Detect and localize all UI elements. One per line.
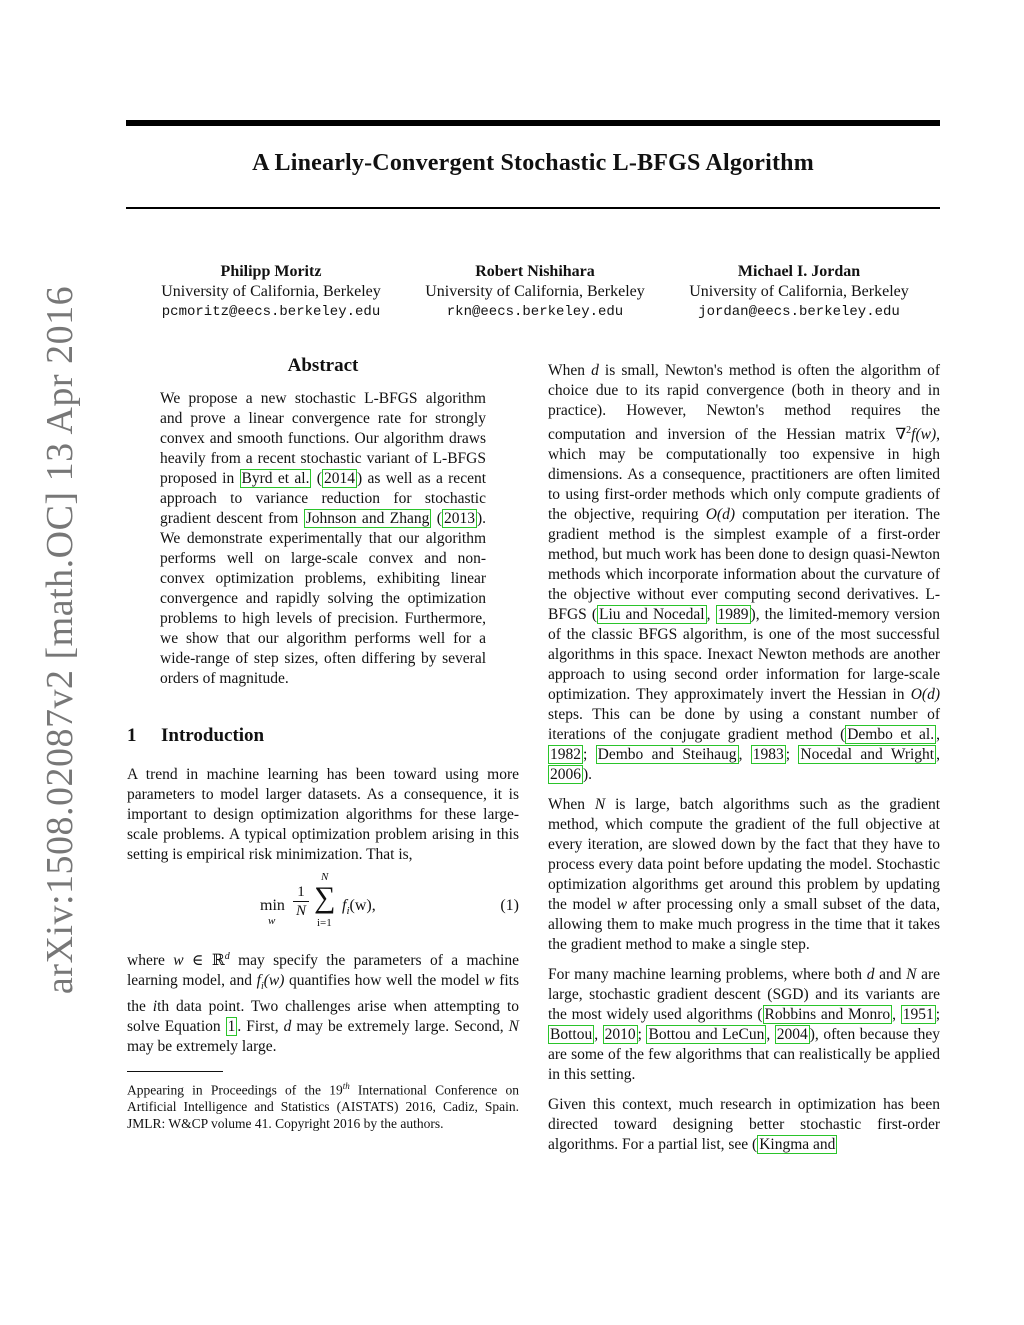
text-part: ), often because they are some of the few algorithms that can realistically be applied in this setting.	[548, 1026, 941, 1084]
author-affiliation: University of California, Berkeley	[425, 283, 645, 300]
footnote-rule	[127, 1071, 223, 1072]
citation-link[interactable]: Bottou and LeCun	[648, 1026, 765, 1044]
right-paragraph-2	[548, 795, 940, 955]
right-column	[548, 361, 940, 1155]
citation-link[interactable]: Dembo et al.	[847, 726, 935, 744]
author-email[interactable]: jordan@eecs.berkeley.edu	[698, 304, 900, 320]
math-var: i	[260, 981, 264, 993]
text-part: th data point. Two challenges arise when attempting to solve Equation	[127, 998, 519, 1036]
title-rule-top	[126, 120, 940, 126]
abstract-text: We propose a new stochastic L-BFGS algorithm and prove a linear convergence rate for strongly convex and smooth functions. Our algorithm draws heavily from a recent stochastic variant of L-BFGS proposed in Byrd et al. ( 2014 ) as well as a recent approach to variance reduction for stochastic gradient descent from Johnson and Zhang ( 2013 ). We demonstrate experimentally that our algorithm performs well on large-scale convex and non-convex optimization problems, exhibiting linear convergence and rapidly solving the optimization problems to high levels of precision. Furthermore, we show that our algorithm performs well for a wide-range of step sizes, often differing by several orders of magnitude.	[160, 390, 487, 687]
text-part: quantifies how well the model	[284, 972, 485, 990]
text-part: . First,	[237, 1018, 284, 1036]
footnote	[127, 1078, 519, 1132]
math-var: w	[484, 972, 495, 990]
citation-link[interactable]: Robbins and Monro	[764, 1006, 891, 1024]
footnote-sup: th	[342, 1081, 350, 1092]
math-var: d	[591, 362, 599, 379]
eq-min: min	[260, 897, 285, 914]
text-part: ), the limited-memory version of the classic BFGS algorithm, is one of the most successful algorithms in this space. Inexact Newton methods are another approach to using second order information for large-scale optimization. They approximately invert the Hessian in	[548, 606, 941, 704]
author-block	[140, 262, 930, 322]
eq-frac-den: N	[295, 903, 306, 919]
section-heading	[127, 725, 519, 747]
paper-title: A Linearly-Convergent Stochastic L-BFGS Algorithm	[252, 150, 814, 176]
section-title: Introduction	[161, 725, 265, 746]
math-var: f	[256, 972, 261, 990]
citation-link[interactable]: Dembo and Steihaug	[597, 746, 737, 764]
citation-year-link[interactable]: 1951	[902, 1006, 934, 1024]
math-var: O(d)	[910, 686, 940, 704]
text-part: where	[127, 952, 174, 970]
math-var: f(w)	[911, 426, 937, 444]
math-var: i	[152, 998, 158, 1016]
eq-function	[342, 897, 376, 917]
eq-function-sub: i	[346, 905, 350, 918]
citation-link[interactable]: Bottou	[550, 1026, 593, 1044]
eq-label: (1)	[500, 897, 519, 914]
citation-link[interactable]: Liu and Nocedal	[598, 606, 705, 624]
math-var: w	[616, 896, 628, 914]
citation-year-link[interactable]: 1983	[752, 746, 784, 764]
text-part: Given this context, much research in optimization has been directed toward designing better stochastic first-order algorithms. For a partial list, see (	[548, 1096, 940, 1154]
math-var: N	[508, 1018, 519, 1036]
citation-year-link[interactable]: 2004	[776, 1026, 808, 1044]
eq-frac-num: 1	[293, 883, 309, 902]
text-part: fits the	[127, 972, 520, 1016]
citation-link[interactable]: Johnson and Zhang	[305, 510, 430, 527]
citation-link[interactable]: Byrd et al.	[241, 470, 310, 487]
text-part: When	[548, 362, 592, 379]
author-2	[404, 262, 666, 322]
text-part: ).	[583, 766, 593, 784]
citation-year-link[interactable]: 2006	[550, 766, 581, 784]
abstract-text-part: We propose a new stochastic L-BFGS algorithm and prove a linear convergence rate for strongly convex and smooth functions. Our algorithm draws heavily from a recent stochastic variant of L-BFGS proposed in	[160, 390, 486, 487]
text-part: is large, batch algorithms such as the gradient method, which compute the gradient of the full objective at every iteration, are slowed down by the fact that they have to process every data point before updating the model. Stochastic optimization algorithms get around this problem by updating the model	[548, 796, 940, 914]
citation-year-link[interactable]: 2013	[443, 510, 475, 527]
right-paragraph-4	[548, 1095, 940, 1155]
right-paragraph-1: When d is small, Newton's method is often the algorithm of choice due to its rapid convergence (both in theory and in practice). However, Newton's method requires the computation and inversion of the Hessian matrix ∇$^2$f(w), which may be computationally too expensive in high dimensions. As a consequence, practitioners are often limited to using first-order methods which only compute gradients of the objective, requiring O(d) computation per iteration. The gradient method is the simplest example of a first-order method, but much work has been done to design quasi-Newton methods which incorporate information about the curvature of the objective without ever computing second derivatives. L-BFGS ( Liu and Nocedal , 1989 ), the limited-memory version of the classic BFGS algorithm, is one of the most successful algorithms in this space. Inexact Newton methods are another approach to using second order information for large-scale optimization. They approximately invert the Hessian in O(d) steps. This can be done by using a constant number of iterations of the conjugate gradient method ( Dembo et al. , 1982 ; Dembo and Steihaug , 1983 ; Nocedal and Wright , 2006 ).	[548, 362, 941, 784]
text-part: may be extremely large.	[127, 1038, 277, 1056]
citation-year-link[interactable]: 2010	[604, 1026, 636, 1044]
abstract-text-part: . We demonstrate experimentally that our algorithm performs well on large-scale convex and non-convex optimization problems, exhibiting linear convergence and rapidly solving the optimization problems to high levels of precision. Furthermore, we show that our algorithm performs well for a wide-range of step sizes, often differing by several orders of magnitude.	[160, 510, 486, 687]
eq-sum-top: N	[321, 871, 329, 883]
author-3	[668, 262, 930, 322]
citation-year-link[interactable]: 1982	[550, 746, 581, 764]
math-var: d	[866, 966, 875, 984]
text-part: When	[548, 796, 595, 814]
text-part: is small, Newton's method is often the algorithm of choice due to its rapid convergence (both in theory and in practice). However, Newton's method requires the computation and inversion of the Hessian matrix ∇	[548, 362, 940, 444]
math-var: (w)	[263, 972, 285, 990]
math-var: d	[224, 951, 230, 962]
footnote-text: Appearing in Proceedings of the 19	[127, 1082, 343, 1098]
eq-min-subscript: w	[268, 915, 276, 927]
equation-1	[127, 871, 519, 943]
math-var: O(d)	[705, 506, 735, 524]
text-part: , which may be computationally too expensive in high dimensions. As a consequence, practitioners are often limited to using first-order methods which only compute gradients of the objective, requiring	[548, 426, 940, 524]
equation-ref-link[interactable]: 1	[227, 1018, 236, 1036]
text-part: may specify the parameters of a machine learning model, and	[127, 952, 519, 990]
title-rule-bottom	[126, 207, 940, 209]
eq-function-arg: (w),	[349, 897, 376, 914]
left-column	[127, 355, 519, 1132]
author-affiliation: University of California, Berkeley	[689, 283, 909, 300]
citation-link[interactable]: Nocedal and Wright	[800, 746, 935, 764]
author-affiliation: University of California, Berkeley	[161, 283, 381, 300]
text-part: after processing only a small subset of the data, allowing them to make much progress in the time that it takes the gradient method to make a single step.	[548, 896, 940, 954]
math-var: w	[173, 952, 184, 970]
math-var: N	[906, 966, 917, 984]
right-paragraph-3: For many machine learning problems, where both d and N are large, stochastic gradient descent (SGD) and its variants are the most widely used algorithms ( Robbins and Monro , 1951 ; Bottou , 2010 ; Bottou and LeCun , 2004 ), often because they are some of the few algorithms that can realistically be applied in this setting.	[548, 966, 941, 1084]
text-part: may be extremely large. Second,	[291, 1018, 509, 1036]
citation-link[interactable]: Kingma and	[759, 1136, 836, 1154]
math-var: d	[283, 1018, 292, 1036]
math-sup: 2	[906, 425, 912, 436]
author-name: Robert Nishihara	[475, 263, 595, 280]
citation-year-link[interactable]: 2014	[323, 470, 355, 487]
eq-sum-bottom: i=1	[317, 917, 332, 929]
author-1	[140, 262, 402, 322]
author-email[interactable]: pcmoritz@eecs.berkeley.edu	[161, 304, 381, 320]
text-part: steps. This can be done by using a constant number of iterations of the conjugate gradient method (	[548, 706, 940, 744]
text-part: and	[874, 966, 907, 984]
abstract-heading: Abstract	[287, 355, 359, 376]
eq-function-name: f	[342, 897, 347, 914]
arxiv-stamp: arXiv:1508.02087v2 [math.OC] 13 Apr 2016	[39, 285, 81, 995]
text-part: ∈ ℝ	[183, 952, 225, 970]
text-part: For many machine learning problems, where both	[548, 966, 867, 984]
abstract-text-part: as well as a recent approach to variance reduction for stochastic gradient descent from	[160, 470, 487, 527]
text-part: are large, stochastic gradient descent (SGD) and its variants are the most widely used algorithms (	[548, 966, 940, 1024]
math-var: N	[594, 796, 606, 814]
footnote-text: International Conference on Artificial Intelligence and Statistics (AISTATS) 2016, Cadiz, Spain. JMLR: W&CP volume 41. Copyright 2016 by the authors.	[127, 1082, 519, 1131]
text-part: computation per iteration. The gradient method is the simplest example of a first-order method, but much work has been done to design quasi-Newton methods which incorporate information about the curvature of the objective without ever computing second derivatives. L-BFGS (	[548, 506, 940, 624]
section-number: 1	[127, 725, 137, 746]
author-name: Michael I. Jordan	[737, 263, 861, 280]
eq-sum-symbol: ∑	[314, 881, 336, 914]
eq-fraction	[293, 883, 309, 920]
citation-year-link[interactable]: 1989	[717, 606, 749, 624]
author-email[interactable]: rkn@eecs.berkeley.edu	[446, 304, 624, 320]
intro-paragraph-1: A trend in machine learning has been toward using more parameters to model larger datasets. As a consequence, it is important to design optimization algorithms for these large-scale problems. A typical optimization problem arising in this setting is empirical risk minimization. That is,	[127, 766, 519, 863]
intro-paragraph-2	[127, 947, 519, 1057]
author-name: Philipp Moritz	[220, 263, 322, 280]
